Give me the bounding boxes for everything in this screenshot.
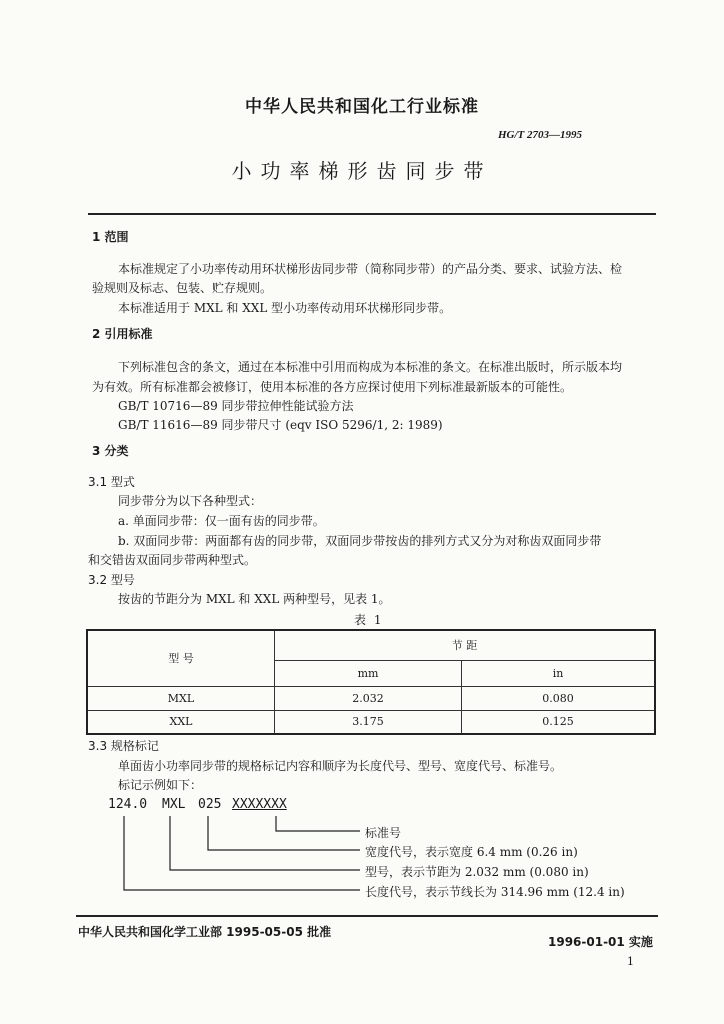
section-2-para1-line1: 下列标准包含的条文，通过在本标准中引用而构成为本标准的条文。在标准出版时，所示版本均 (118, 360, 623, 374)
example-length-code: 124.0 (108, 797, 148, 812)
table-header-unit-mm: mm (275, 660, 462, 686)
section-1-heading: 1 范围 (92, 230, 129, 244)
standard-code: HG/T 2703—1995 (498, 129, 583, 141)
table-header-unit-in: in (462, 660, 656, 686)
table-header-pitch: 节 距 (275, 630, 656, 660)
section-2-heading: 2 引用标准 (92, 327, 153, 341)
table-cell-in: 0.125 (462, 710, 656, 734)
section-1-para2: 本标准适用于 MXL 和 XXL 型小功率传动用环状梯形同步带。 (118, 301, 452, 315)
section-3-1-item-a: a. 单面同步带：仅一面有齿的同步带。 (118, 514, 325, 528)
example-label-length: 长度代号，表示节线长为 314.96 mm (12.4 in) (365, 885, 625, 899)
section-3-3-heading: 3.3 规格标记 (88, 739, 159, 753)
footer-rule (76, 915, 658, 917)
page-number: 1 (627, 955, 634, 968)
table-cell-mm: 3.175 (275, 710, 462, 734)
section-3-2-heading: 3.2 型号 (88, 573, 135, 587)
table-cell-in: 0.080 (462, 686, 656, 710)
section-3-heading: 3 分类 (92, 444, 129, 458)
section-2-para1-line2: 为有效。所有标准都会被修订，使用本标准的各方应探讨使用下列标准最新版本的可能性。 (92, 380, 573, 394)
section-3-1-item-b-line2: 和交错齿双面同步带两种型式。 (88, 553, 257, 567)
effective-date: 1996-01-01 实施 (548, 935, 653, 949)
example-label-width: 宽度代号，表示宽度 6.4 mm (0.26 in) (365, 845, 578, 859)
reference-1: GB/T 10716—89 同步带拉伸性能试验方法 (118, 399, 354, 413)
table-cell-model: XXL (87, 710, 275, 734)
reference-2: GB/T 11616—89 同步带尺寸 (eqv ISO 5296/1, 2: 1989) (118, 418, 443, 432)
section-3-1-intro: 同步带分为以下各种型式： (118, 494, 263, 508)
document-title: 小功率梯形齿同步带 (231, 159, 493, 183)
section-3-3-text: 单面齿小功率同步带的规格标记内容和顺序为长度代号、型号、宽度代号、标准号。 (118, 759, 563, 773)
example-label-model: 型号，表示节距为 2.032 mm (0.080 in) (365, 865, 589, 879)
standard-header: 中华人民共和国化工行业标准 (245, 97, 479, 117)
approval-statement: 中华人民共和国化学工业部 1995-05-05 批准 (78, 925, 332, 939)
table-1-caption: 表 1 (354, 613, 384, 627)
table-cell-mm: 2.032 (275, 686, 462, 710)
section-3-3-example-intro: 标记示例如下： (118, 778, 203, 792)
section-3-2-text: 按齿的节距分为 MXL 和 XXL 两种型号，见表 1。 (118, 592, 391, 606)
section-3-1-heading: 3.1 型式 (88, 475, 135, 489)
section-3-1-item-b-line1: b. 双面同步带：两面都有齿的同步带，双面同步带按齿的排列方式又分为对称齿双面同步带 (118, 534, 602, 548)
table-header-model: 型 号 (87, 630, 275, 686)
example-model: MXL (162, 797, 186, 812)
example-label-standard: 标准号 (365, 826, 402, 840)
section-1-para1-line2: 验规则及标志、包装、贮存规则。 (92, 281, 273, 295)
section-1-para1-line1: 本标准规定了小功率传动用环状梯形齿同步带（简称同步带）的产品分类、要求、试验方法、检 (118, 262, 623, 276)
example-std-placeholder: XXXXXXX (232, 797, 287, 812)
example-width-code: 025 (198, 797, 222, 812)
table-cell-model: MXL (87, 686, 275, 710)
